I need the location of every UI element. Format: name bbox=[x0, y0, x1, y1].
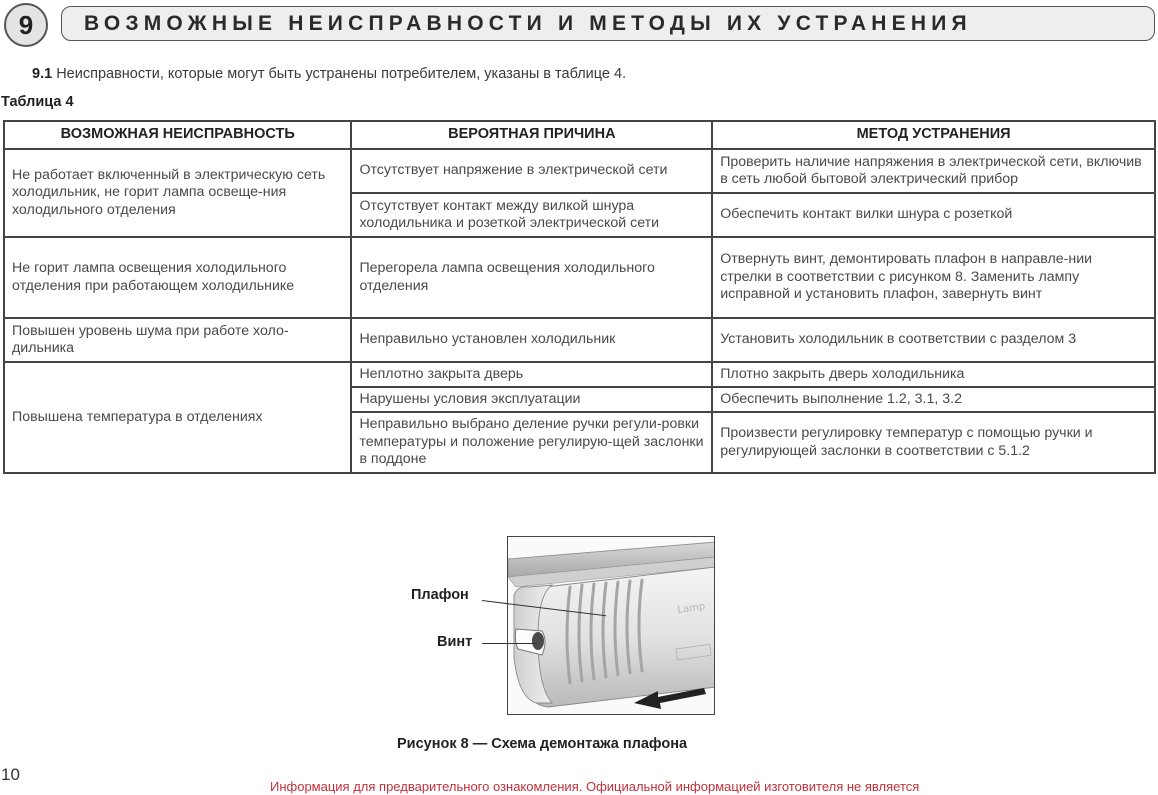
remedy-cell: Обеспечить выполнение 1.2, 3.1, 3.2 bbox=[712, 387, 1155, 412]
cause-cell: Неправильно выбрано деление ручки регули-ровки температуры и положение регулирую-щей заслонки в поддоне bbox=[351, 412, 712, 473]
header-fault: ВОЗМОЖНАЯ НЕИСПРАВНОСТЬ bbox=[4, 121, 351, 149]
svg-text:Lamp: Lamp bbox=[676, 601, 706, 616]
intro-section-number: 9.1 bbox=[32, 66, 53, 82]
page-number: 10 bbox=[1, 765, 20, 784]
remedy-cell: Обеспечить контакт вилки шнура с розеткой bbox=[712, 193, 1155, 237]
figure-caption: Рисунок 8 — Схема демонтажа плафона bbox=[397, 736, 688, 752]
remedy-cell: Произвести регулировку температур с помощью ручки и регулирующей заслонки в соответствии с 5.1.2 bbox=[712, 412, 1155, 473]
chapter-number: 9 bbox=[18, 9, 34, 40]
table-row bbox=[4, 362, 1155, 387]
section-title: ВОЗМОЖНЫЕ НЕИСПРАВНОСТИ И МЕТОДЫ ИХ УСТРАНЕНИЯ bbox=[84, 12, 972, 35]
table-row bbox=[4, 149, 1155, 193]
table-header-row bbox=[4, 121, 1155, 149]
intro-paragraph bbox=[32, 66, 626, 82]
callout-cover-label: Плафон bbox=[411, 587, 469, 603]
disclaimer-text: Информация для предварительного ознакомления. Официальной информацией изготовителя не является bbox=[270, 779, 920, 794]
cause-cell: Перегорела лампа освещения холодильного отделения bbox=[351, 237, 712, 318]
lamp-cover-illustration bbox=[508, 537, 715, 715]
header-cause: ВЕРОЯТНАЯ ПРИЧИНА bbox=[351, 121, 712, 149]
table-row bbox=[4, 318, 1155, 362]
remedy-cell: Плотно закрыть дверь холодильника bbox=[712, 362, 1155, 387]
cause-cell: Неплотно закрыта дверь bbox=[351, 362, 712, 387]
lamp-cover-figure bbox=[507, 536, 715, 715]
fault-cell: Не горит лампа освещения холодильного отделения при работающем холодильнике bbox=[4, 237, 351, 318]
callout-screw-line bbox=[482, 643, 537, 644]
cause-cell: Нарушены условия эксплуатации bbox=[351, 387, 712, 412]
intro-text: Неисправности, которые могут быть устранены потребителем, указаны в таблице 4. bbox=[52, 66, 627, 82]
cause-cell: Отсутствует контакт между вилкой шнура холодильника и розеткой электрической сети bbox=[351, 193, 712, 237]
section-header bbox=[61, 6, 1155, 41]
chapter-number-badge bbox=[4, 3, 48, 47]
fault-cell: Повышен уровень шума при работе холо-дильника bbox=[4, 318, 351, 362]
fault-cell: Повышена температура в отделениях bbox=[4, 362, 351, 473]
remedy-cell: Отвернуть винт, демонтировать плафон в направле-нии стрелки в соответствии с рисунком 8. Заменить лампу исправной и установить плафон, завернуть винт bbox=[712, 237, 1155, 318]
remedy-cell: Установить холодильник в соответствии с разделом 3 bbox=[712, 318, 1155, 362]
cause-cell: Неправильно установлен холодильник bbox=[351, 318, 712, 362]
callout-screw-label: Винт bbox=[437, 634, 473, 650]
cause-cell: Отсутствует напряжение в электрической сети bbox=[351, 149, 712, 193]
header-remedy: МЕТОД УСТРАНЕНИЯ bbox=[712, 121, 1155, 149]
faults-table bbox=[3, 120, 1156, 474]
table-caption: Таблица 4 bbox=[1, 94, 74, 110]
table-row bbox=[4, 237, 1155, 318]
fault-cell: Не работает включенный в электрическую сеть холодильник, не горит лампа освеще-ния холодильного отделения bbox=[4, 149, 351, 237]
remedy-cell: Проверить наличие напряжения в электрической сети, включив в сеть любой бытовой электрический прибор bbox=[712, 149, 1155, 193]
